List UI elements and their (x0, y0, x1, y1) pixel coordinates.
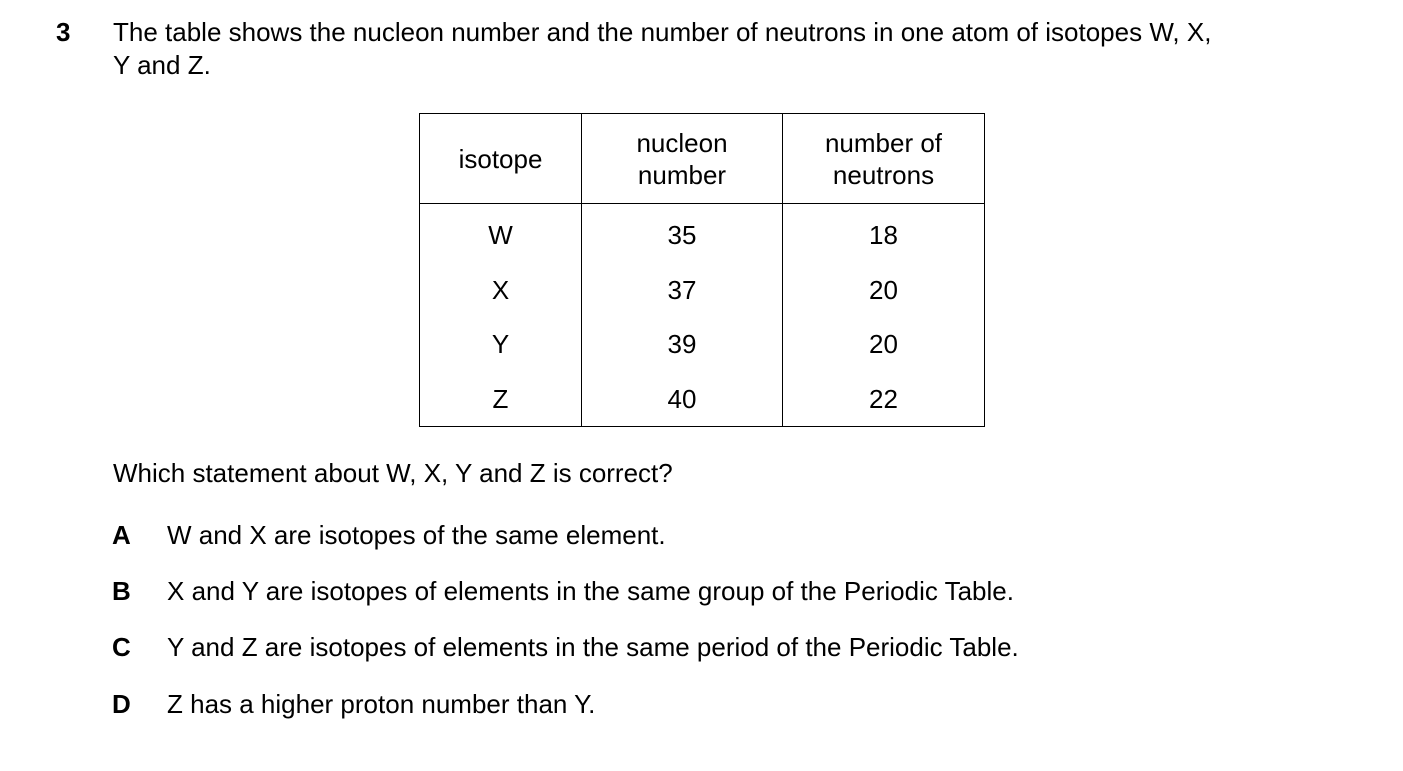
header-neutrons (783, 114, 985, 204)
stem-line-1: The table shows the nucleon number and the number of neutrons in one atom of isotopes W, X, (113, 17, 1212, 47)
header-nucleon-line2: number (637, 159, 727, 190)
option-d[interactable] (112, 688, 595, 721)
table-row (420, 204, 985, 263)
option-b-letter: B (112, 576, 131, 606)
option-d-letter: D (112, 689, 131, 719)
header-neutrons-line1: number of (824, 127, 943, 158)
isotope-table (419, 113, 985, 427)
option-a-text: W and X are isotopes of the same element. (167, 520, 666, 550)
option-c[interactable] (112, 631, 1019, 664)
question-stem (113, 16, 1373, 82)
option-a-letter: A (112, 520, 131, 550)
cell-isotope: Z (420, 372, 582, 427)
option-b[interactable] (112, 575, 1014, 608)
option-c-letter: C (112, 632, 131, 662)
cell-nucleon-number: 37 (582, 263, 783, 318)
header-nucleon-line1: nucleon (636, 127, 728, 158)
table-header-row (420, 114, 985, 204)
option-a[interactable] (112, 519, 666, 552)
cell-isotope: Y (420, 317, 582, 372)
header-isotope (420, 114, 582, 204)
option-b-text: X and Y are isotopes of elements in the same group of the Periodic Table. (167, 576, 1014, 606)
cell-isotope: X (420, 263, 582, 318)
table-row (420, 317, 985, 372)
cell-nucleon-number: 39 (582, 317, 783, 372)
table-row (420, 372, 985, 427)
cell-isotope: W (420, 204, 582, 263)
table-row (420, 263, 985, 318)
cell-neutrons: 20 (783, 263, 985, 318)
cell-nucleon-number: 35 (582, 204, 783, 263)
isotope-table-wrapper (419, 113, 985, 427)
question-number: 3 (56, 17, 71, 47)
question-prompt: Which statement about W, X, Y and Z is correct? (113, 458, 673, 488)
cell-neutrons: 18 (783, 204, 985, 263)
header-neutrons-line2: neutrons (832, 159, 935, 190)
cell-neutrons: 20 (783, 317, 985, 372)
header-nucleon-number (582, 114, 783, 204)
header-isotope-label: isotope (458, 143, 543, 174)
cell-nucleon-number: 40 (582, 372, 783, 427)
option-d-text: Z has a higher proton number than Y. (167, 689, 596, 719)
option-c-text: Y and Z are isotopes of elements in the same period of the Periodic Table. (167, 632, 1019, 662)
stem-line-2: Y and Z. (113, 50, 211, 80)
cell-neutrons: 22 (783, 372, 985, 427)
